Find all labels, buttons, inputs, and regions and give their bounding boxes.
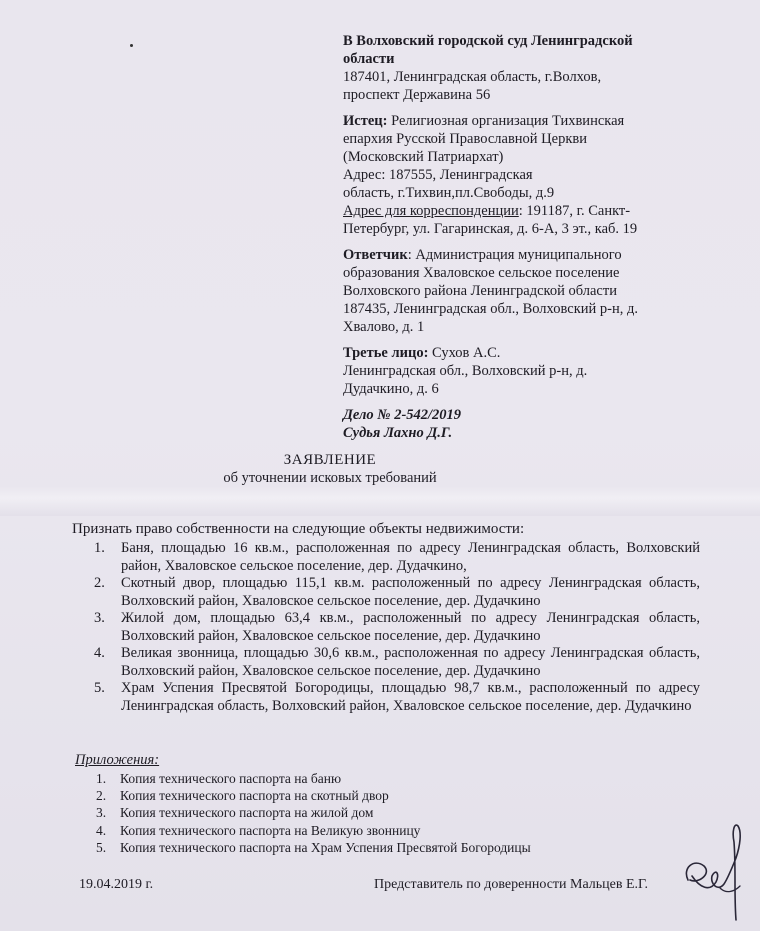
appendix-number: 3. bbox=[96, 805, 107, 821]
defendant-address1: 187435, Ленинградская обл., Волховский р-н, д. bbox=[343, 301, 638, 317]
case-number: Дело № 2-542/2019 bbox=[343, 407, 462, 423]
third-party-address2: Дудачкино, д. 6 bbox=[343, 381, 439, 397]
claim-text: Скотный двор, площадью 115,1 кв.м. расположенный по адресу Ленинградская область, Волховский район, Хваловское сельское поселение, дер. Дудачкино bbox=[121, 575, 700, 609]
claim-text: Жилой дом, площадью 63,4 кв.м., расположенный по адресу Ленинградская область, Волховский район, Хваловское сельское поселение, дер. Дудачкино bbox=[121, 610, 700, 644]
case-block bbox=[343, 406, 743, 442]
appendix-number: 1. bbox=[96, 771, 107, 786]
appendix-text: Копия технического паспорта на жилой дом bbox=[120, 805, 374, 821]
appendix-text: Копия технического паспорта на скотный двор bbox=[120, 788, 389, 804]
claim-item bbox=[94, 645, 700, 680]
plaintiff-name2: епархия Русской Православной Церкви bbox=[343, 131, 587, 147]
defendant-label: Ответчик bbox=[343, 247, 408, 263]
plaintiff-name3: (Московский Патриархат) bbox=[343, 149, 504, 165]
claims-list bbox=[94, 540, 700, 715]
third-party-label: Третье лицо: bbox=[343, 345, 429, 361]
appendix-item bbox=[96, 839, 531, 856]
judge-name: Судья Лахно Д.Г. bbox=[343, 425, 453, 441]
appendix-text: Копия технического паспорта на Великую звонницу bbox=[120, 822, 421, 838]
plaintiff-corr-rest: : 191187, г. Санкт- bbox=[518, 203, 631, 219]
appendix-heading: Приложения: bbox=[75, 752, 160, 768]
claim-item bbox=[94, 610, 700, 645]
claim-number: 3. bbox=[94, 610, 105, 626]
appendix-text: Копия технического паспорта на Храм Успения Пресвятой Богородицы bbox=[120, 839, 531, 855]
claim-number: 5. bbox=[94, 680, 105, 696]
defendant-name2: образования Хваловское сельское поселение bbox=[343, 265, 620, 281]
third-party-block bbox=[343, 344, 743, 398]
document-title: ЗАЯВЛЕНИЕ bbox=[283, 452, 377, 468]
court-name-line2: области bbox=[343, 51, 395, 67]
plaintiff-block bbox=[343, 112, 743, 238]
claim-number: 4. bbox=[94, 645, 105, 661]
document-date: 19.04.2019 г. bbox=[79, 877, 154, 892]
header-addressees bbox=[343, 32, 743, 450]
defendant-address2: Хвалово, д. 1 bbox=[343, 319, 425, 335]
appendix-item bbox=[96, 787, 531, 804]
court-address-line2: проспект Державина 56 bbox=[343, 87, 491, 103]
court-block bbox=[343, 32, 743, 104]
paper-fold bbox=[0, 486, 760, 516]
defendant-name3: Волховского района Ленинградской области bbox=[343, 283, 617, 299]
ink-dot bbox=[130, 44, 133, 47]
court-name-line1: В Волховский городской суд Ленинградской bbox=[343, 33, 633, 49]
claim-number: 1. bbox=[94, 540, 105, 556]
court-address-line1: 187401, Ленинградская область, г.Волхов, bbox=[343, 69, 602, 85]
plaintiff-address1: Адрес: 187555, Ленинградская bbox=[343, 167, 533, 183]
appendix-item bbox=[96, 804, 531, 821]
claim-text: Баня, площадью 16 кв.м., расположенная по адресу Ленинградская область, Волховский район, Хваловское сельское поселение, дер. Дудачкино, bbox=[121, 540, 700, 574]
third-party-name: Сухов А.С. bbox=[428, 345, 501, 361]
appendix-item bbox=[96, 822, 531, 839]
claim-item bbox=[94, 680, 700, 715]
appendix-list bbox=[96, 770, 531, 856]
claim-number: 2. bbox=[94, 575, 105, 591]
plaintiff-address2: область, г.Тихвин,пл.Свободы, д.9 bbox=[343, 185, 555, 201]
claim-text: Храм Успения Пресвятой Богородицы, площадью 98,7 кв.м., расположенный по адресу Ленинградская область, Волховский район, Хваловское сельское поселение, дер. Дудачкино bbox=[121, 680, 700, 714]
appendix-number: 4. bbox=[96, 822, 107, 838]
defendant-block bbox=[343, 246, 743, 336]
appendix-number: 2. bbox=[96, 788, 107, 804]
defendant-name1: : Администрация муниципального bbox=[407, 247, 622, 263]
claim-item bbox=[94, 540, 700, 575]
claims-intro: Признать право собственности на следующие объекты недвижимости: bbox=[72, 521, 525, 537]
handwritten-signature bbox=[680, 818, 760, 928]
representative-line: Представитель по доверенности Мальцев Е.Г. bbox=[374, 877, 649, 892]
claim-item bbox=[94, 575, 700, 610]
third-party-address1: Ленинградская обл., Волховский р-н, д. bbox=[343, 363, 588, 379]
plaintiff-label: Истец: bbox=[343, 113, 388, 129]
plaintiff-name1: Религиозная организация Тихвинская bbox=[387, 113, 625, 129]
appendix-item bbox=[96, 770, 531, 787]
claim-text: Великая звонница, площадью 30,6 кв.м., расположенная по адресу Ленинградская область, Волховский район, Хваловское сельское поселение, дер. Дудачкино bbox=[121, 645, 700, 679]
plaintiff-corr-label: Адрес для корреспонденции bbox=[343, 203, 519, 219]
appendix-number: 5. bbox=[96, 839, 107, 855]
plaintiff-corr-line2: Петербург, ул. Гагаринская, д. 6-А, 3 эт., каб. 19 bbox=[343, 221, 638, 237]
appendix-text: Копия технического паспорта на баню bbox=[120, 771, 342, 786]
document-subtitle: об уточнении исковых требований bbox=[223, 470, 437, 486]
